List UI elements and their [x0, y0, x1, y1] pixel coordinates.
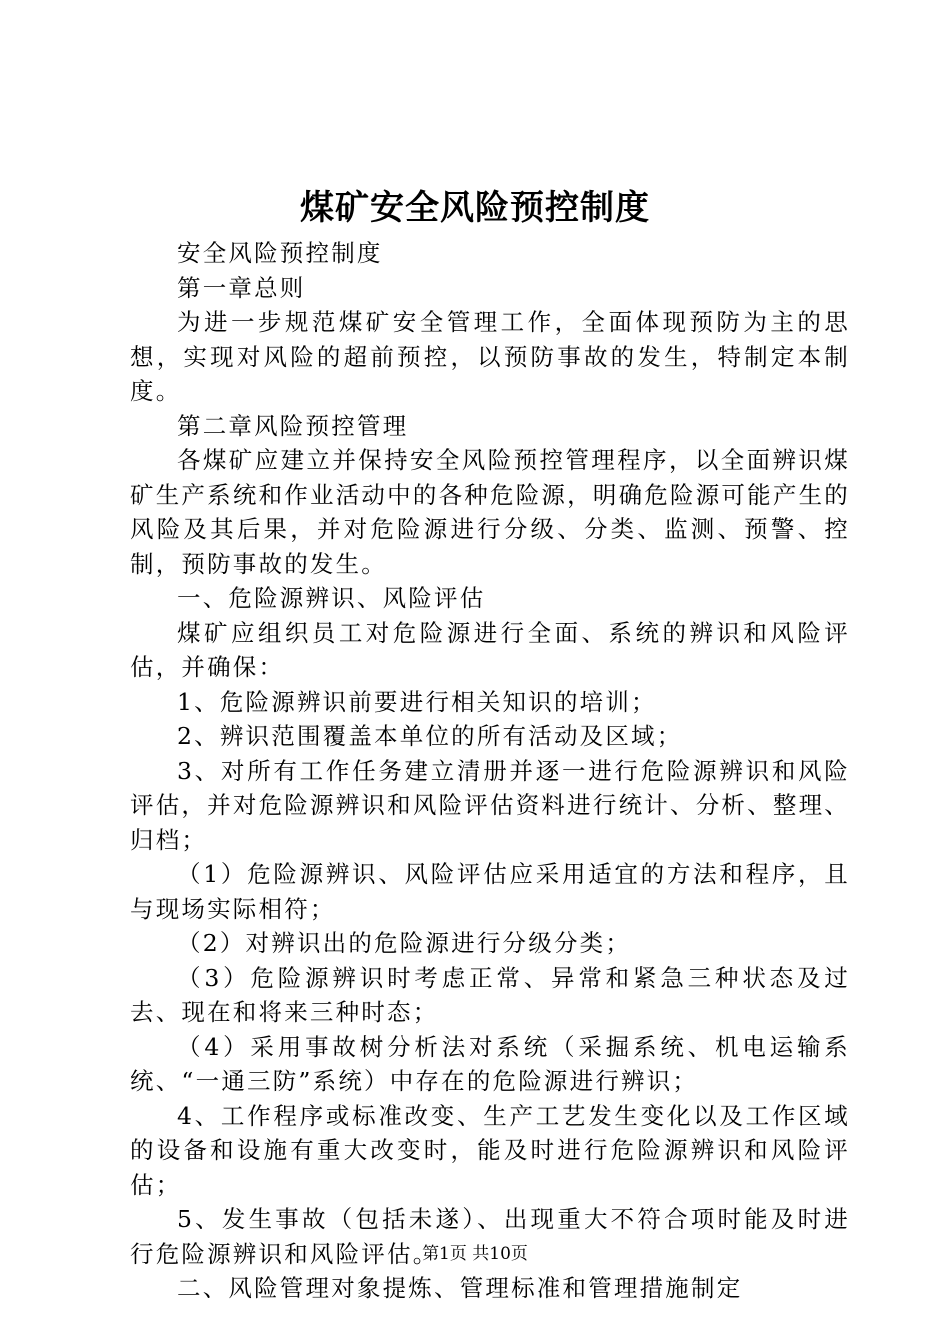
paragraph: （4）采用事故树分析法对系统（采掘系统、机电运输系统、“一通三防”系统）中存在的危险源进行辨识；: [130, 1032, 850, 1095]
paragraph: 安全风险预控制度: [177, 239, 383, 267]
paragraph: 1、危险源辨识前要进行相关知识的培训；: [177, 687, 657, 716]
document-title: 煤矿安全风险预控制度: [300, 188, 650, 228]
paragraph: （1）危险源辨识、风险评估应采用适宜的方法和程序，且与现场实际相符；: [130, 860, 850, 923]
paragraph: 第一章总则: [177, 273, 306, 302]
paragraph: 为进一步规范煤矿安全管理工作，全面体现预防为主的思想，实现对风险的超前预控，以预防事故的发生，特制定本制度。: [130, 308, 850, 405]
paragraph: （2）对辨识出的危险源进行分级分类；: [177, 929, 632, 957]
paragraph: 4、工作程序或标准改变、生产工艺发生变化以及工作区域的设备和设施有重大改变时，能及时进行危险源辨识和风险评估；: [130, 1101, 850, 1199]
paragraph: 二、风险管理对象提炼、管理标准和管理措施制定: [177, 1274, 743, 1302]
document-body: [130, 236, 850, 1306]
page-footer: 第1页 共10页: [422, 1244, 528, 1264]
paragraph: （3）危险源辨识时考虑正常、异常和紧急三种状态及过去、现在和将来三种时态；: [130, 963, 850, 1026]
paragraph: 3、对所有工作任务建立清册并逐一进行危险源辨识和风险评估，并对危险源辨识和风险评估资料进行统计、分析、整理、归档；: [130, 756, 850, 854]
paragraph: 第二章风险预控管理: [177, 411, 409, 440]
paragraph: 2、辨识范围覆盖本单位的所有活动及区域；: [177, 722, 683, 750]
paragraph: 各煤矿应建立并保持安全风险预控管理程序，以全面辨识煤矿生产系统和作业活动中的各种危险源，明确危险源可能产生的风险及其后果，并对危险源进行分级、分类、监测、预警、控制，预防事故的发生。: [130, 446, 850, 578]
paragraph: 5、发生事故（包括未遂）、出现重大不符合项时能及时进行危险源辨识和风险评估。: [130, 1205, 850, 1268]
paragraph: 煤矿应组织员工对危险源进行全面、系统的辨识和风险评估，并确保：: [130, 618, 850, 681]
paragraph: 一、危险源辨识、风险评估: [177, 584, 486, 612]
